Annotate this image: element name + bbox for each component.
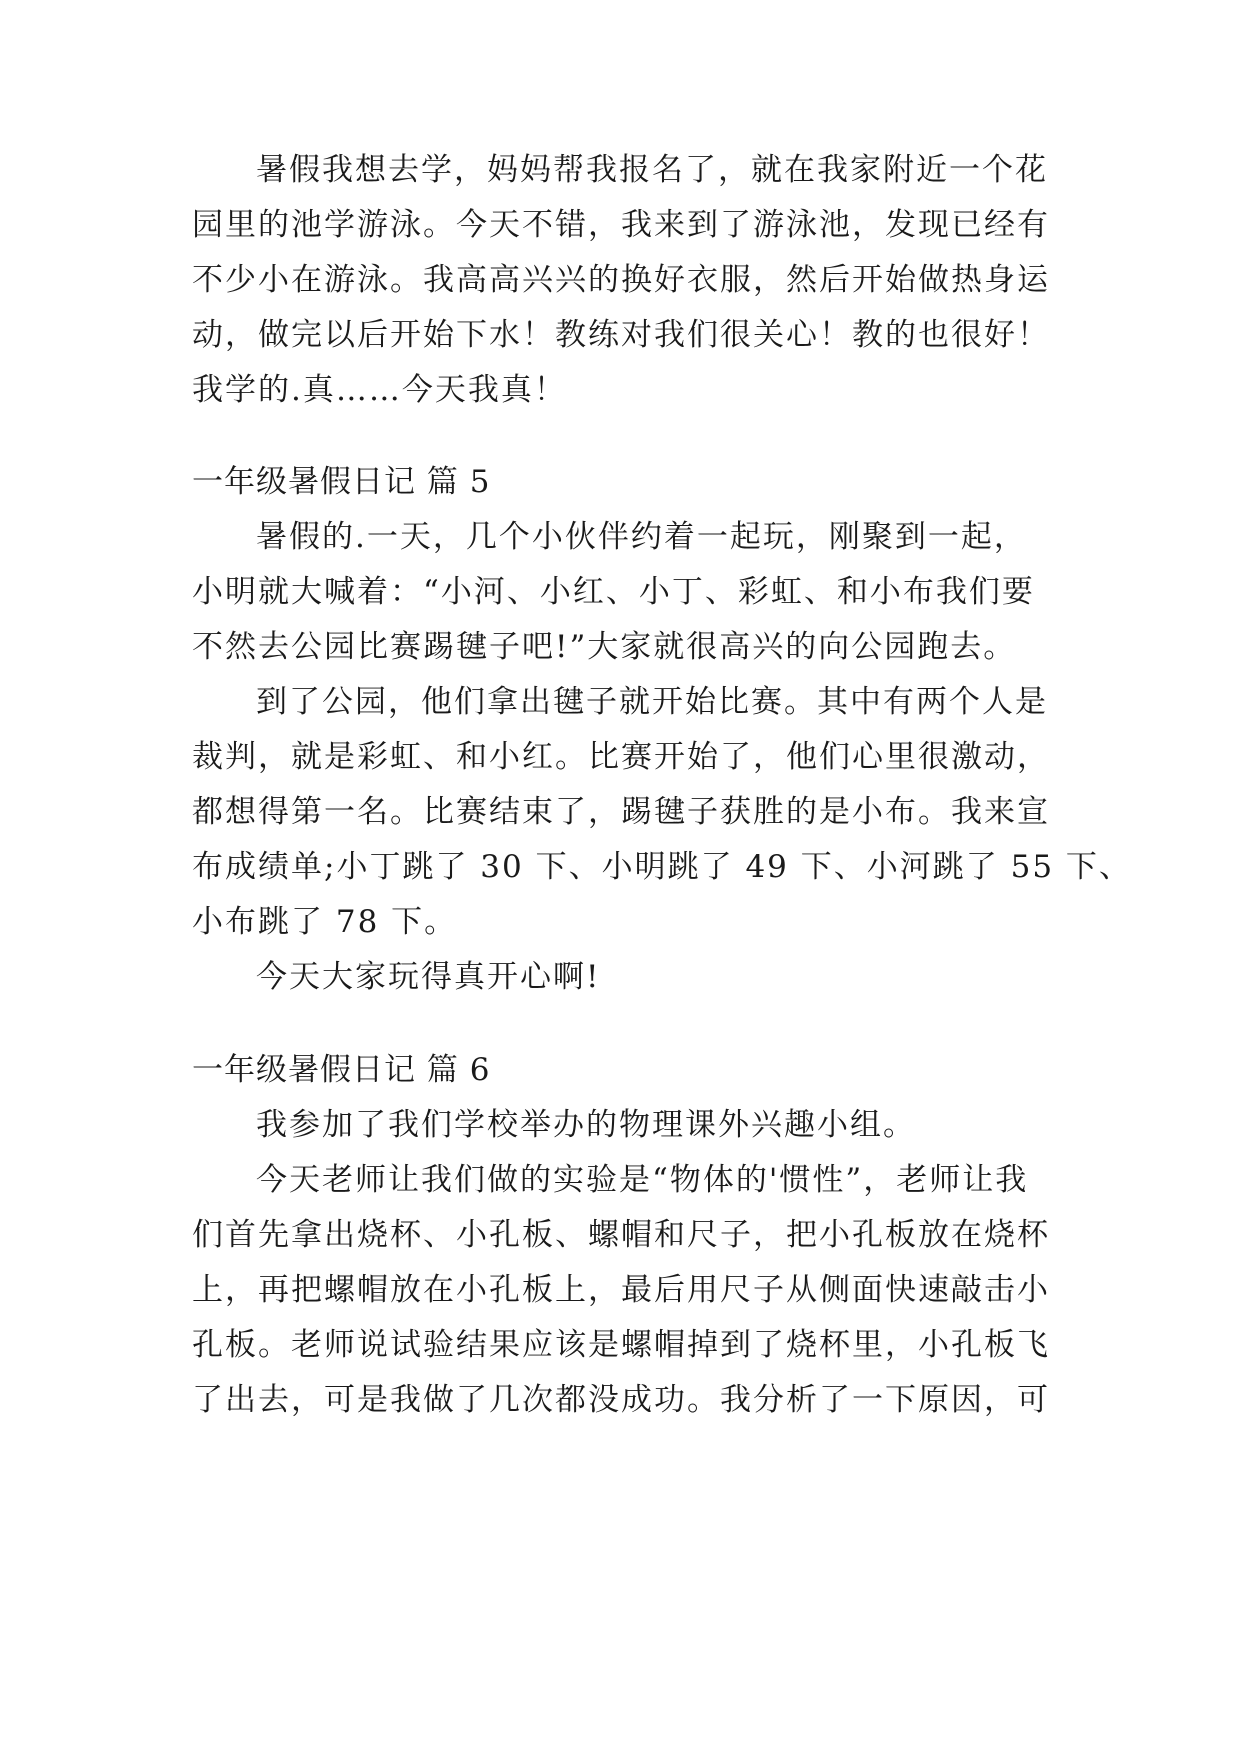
- text-line: 动，做完以后开始下水！教练对我们很关心！教的也很好！: [192, 317, 1050, 353]
- text-line: 了出去，可是我做了几次都没成功。我分析了一下原因，可: [192, 1382, 1050, 1418]
- section-title: 一年级暑假日记 篇 6: [192, 1052, 491, 1088]
- text-line: 们首先拿出烧杯、小孔板、螺帽和尺子，把小孔板放在烧杯: [192, 1217, 1050, 1253]
- text-line: 孔板。老师说试验结果应该是螺帽掉到了烧杯里，小孔板飞: [192, 1327, 1050, 1363]
- text-line: 暑假我想去学，妈妈帮我报名了，就在我家附近一个花: [256, 152, 1048, 188]
- text-line: 今天老师让我们做的实验是“物体的'惯性”，老师让我: [256, 1162, 1029, 1198]
- text-line: 都想得第一名。比赛结束了，踢毽子获胜的是小布。我来宣: [192, 794, 1050, 830]
- text-line: 到了公园，他们拿出毽子就开始比赛。其中有两个人是: [256, 684, 1048, 720]
- text-line: 我学的.真……今天我真！: [192, 372, 567, 408]
- text-line: 小明就大喊着：“小河、小红、小丁、彩虹、和小布我们要: [192, 574, 1035, 610]
- text-line: 园里的池学游泳。今天不错，我来到了游泳池，发现已经有: [192, 207, 1050, 243]
- text-line: 不少小在游泳。我高高兴兴的换好衣服，然后开始做热身运: [192, 262, 1050, 298]
- text-line: 不然去公园比赛踢毽子吧!”大家就很高兴的向公园跑去。: [192, 629, 1017, 665]
- text-line: 暑假的.一天，几个小伙伴约着一起玩，刚聚到一起，: [256, 519, 1027, 555]
- text-line: 小布跳了 78 下。: [192, 904, 458, 940]
- text-line: 我参加了我们学校举办的物理课外兴趣小组。: [256, 1107, 916, 1143]
- text-line: 裁判，就是彩虹、和小红。比赛开始了，他们心里很激动，: [192, 739, 1050, 775]
- text-line: 今天大家玩得真开心啊!: [256, 959, 601, 995]
- text-line: 布成绩单;小丁跳了 30 下、小明跳了 49 下、小河跳了 55 下、: [192, 849, 1132, 885]
- text-line: 上，再把螺帽放在小孔板上，最后用尺子从侧面快速敲击小: [192, 1272, 1050, 1308]
- section-title: 一年级暑假日记 篇 5: [192, 464, 491, 500]
